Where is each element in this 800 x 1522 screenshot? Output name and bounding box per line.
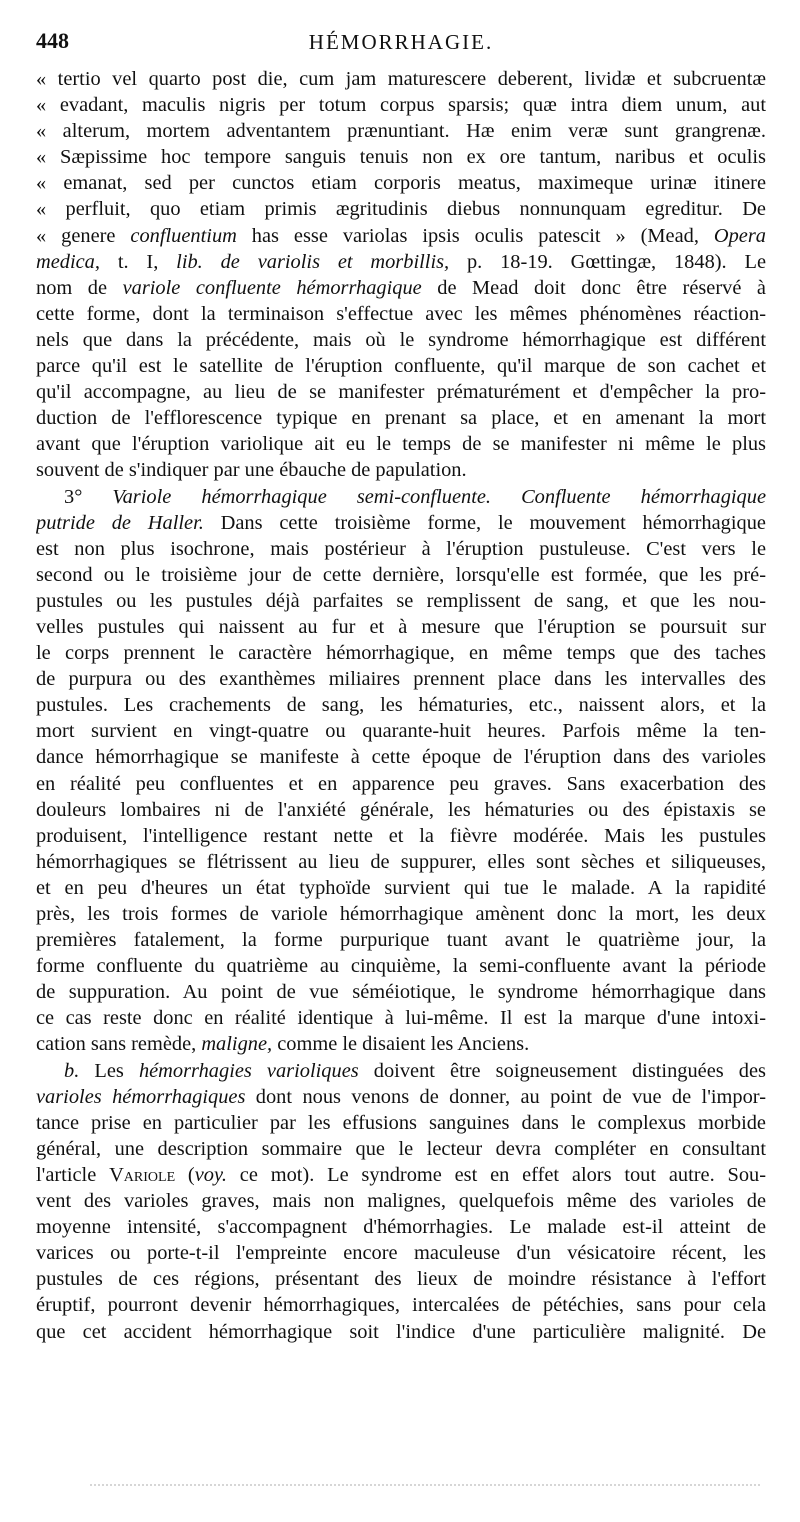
text-line xyxy=(36,249,766,275)
text-run: second ou le troisième jour de cette dernière, lorsqu'elle est formée, que les pré- xyxy=(36,563,766,586)
text-line xyxy=(36,797,766,823)
italic-text: b. xyxy=(64,1059,80,1082)
text-line xyxy=(36,1214,766,1240)
text-run: est non plus isochrone, mais postérieur à l'éruption pustuleuse. C'est vers le xyxy=(36,537,766,560)
text-line xyxy=(36,1031,766,1057)
text-line xyxy=(36,170,766,196)
text-line xyxy=(36,1292,766,1318)
text-line xyxy=(36,823,766,849)
text-run: « tertio vel quarto post die, cum jam maturescere deberent, lividæ et subcruentæ xyxy=(36,68,766,90)
italic-text: hémorrhagies varioliques xyxy=(138,1059,359,1082)
text-run: pustules. Les crachements de sang, les hématuries, etc., naissent alors, et la xyxy=(36,694,766,717)
text-run: « perfluit, quo etiam primis ægritudinis diebus nonnunquam egreditur. De xyxy=(36,198,766,221)
text-run: pustules de ces régions, présentant des lieux de moindre résistance à l'effort xyxy=(36,1268,766,1291)
text-run: p. 18-19. Gœttingæ, 1848). Le xyxy=(449,250,766,273)
text-line xyxy=(36,1240,766,1266)
italic-text: Variole hémorrhagique semi-confluente. Confluente hémorrhagique xyxy=(112,485,766,508)
text-line xyxy=(36,275,766,301)
text-line xyxy=(36,979,766,1005)
text-line xyxy=(36,692,766,718)
text-run: éruptif, pourront devenir hémorrhagiques, intercalées de pétéchies, sans pour cela xyxy=(36,1294,766,1317)
text-run: douleurs lombaires ni de l'anxiété générale, les hématuries ou des épistaxis se xyxy=(36,798,766,821)
text-run: cette forme, dont la terminaison s'effectue avec les mêmes phénomènes réaction- xyxy=(36,302,766,325)
text-run: en réalité peu confluentes et en apparence peu graves. Sans exacerbation des xyxy=(36,772,766,795)
bottom-scan-artifact xyxy=(90,1484,760,1490)
text-line xyxy=(36,1188,766,1214)
text-run: le corps prennent le caractère hémorrhagique, en même temps que des taches xyxy=(36,642,766,665)
text-run: comme le disaient les Anciens. xyxy=(272,1033,530,1056)
text-run: et en peu d'heures un état typhoïde survient qui tue le malade. A la rapidité xyxy=(36,876,766,899)
text-run: doivent être soigneusement distinguées des xyxy=(358,1059,766,1082)
text-run: mort survient en vingt-quatre ou quarante-huit heures. Parfois même la ten- xyxy=(36,720,766,743)
text-run: varices ou porte-t-il l'empreinte encore maculeuse d'un vésicatoire récent, les xyxy=(36,1242,766,1265)
text-run: nels que dans la précédente, mais où le syndrome hémorrhagique est différent xyxy=(36,328,766,351)
text-line xyxy=(36,1319,766,1345)
text-run: cation sans remède, xyxy=(36,1033,202,1056)
text-run: dance hémorrhagique se manifeste à cette époque de l'éruption dans des varioles xyxy=(36,746,766,769)
text-line xyxy=(36,301,766,327)
italic-text: voy. xyxy=(194,1163,228,1186)
text-line xyxy=(36,457,766,483)
text-line xyxy=(36,118,766,144)
italic-text: putride de Haller. xyxy=(36,511,204,534)
text-line xyxy=(36,562,766,588)
text-line xyxy=(36,66,766,92)
text-line xyxy=(36,849,766,875)
text-run: parce qu'il est le satellite de l'éruption confluente, qu'il marque de son cachet et xyxy=(36,355,766,378)
small-caps-text: Variole xyxy=(109,1163,176,1186)
text-run: « emanat, sed per cunctos etiam corporis meatus, maximeque urinæ itinere xyxy=(36,172,766,195)
text-line xyxy=(36,666,766,692)
text-run: que cet accident hémorrhagique soit l'indice d'une particulière malignité. De xyxy=(36,1320,766,1343)
text-run: hémorrhagiques se flétrissent au lieu de suppurer, elles sont sèches et siliqueuses, xyxy=(36,850,766,873)
text-line xyxy=(36,1162,766,1188)
text-line xyxy=(36,327,766,353)
text-run: « Sæpissime hoc tempore sanguis tenuis non ex ore tantum, naribus et oculis xyxy=(36,146,766,169)
text-line xyxy=(36,614,766,640)
italic-text: medica, xyxy=(36,250,100,273)
text-line xyxy=(36,431,766,457)
text-run: de Mead doit donc être réservé à xyxy=(421,276,766,299)
text-run: moyenne intensité, s'accompagnent d'hémorrhagies. Le malade est-il atteint de xyxy=(36,1216,766,1239)
italic-text: Opera xyxy=(713,224,766,247)
page-number: 448 xyxy=(36,28,69,53)
text-line xyxy=(36,771,766,797)
text-line xyxy=(36,1136,766,1162)
text-line xyxy=(36,484,766,510)
text-run: Dans cette troisième forme, le mouvement hémorrhagique xyxy=(203,511,766,534)
text-run: 3° xyxy=(64,485,113,508)
running-title: HÉMORRHAGIE. xyxy=(308,30,494,54)
text-run: dont nous venons de donner, au point de vue de l'impor- xyxy=(245,1085,766,1108)
text-line xyxy=(36,640,766,666)
text-run: has esse variolas ipsis oculis patescit » (Mead, xyxy=(236,224,714,247)
text-line xyxy=(36,927,766,953)
text-run: forme confluente du quatrième au cinquième, la semi-confluente avant la période xyxy=(36,955,766,978)
text-line xyxy=(36,379,766,405)
text-line xyxy=(36,405,766,431)
text-run: général, une description sommaire que le lecteur devra compléter en consultant xyxy=(36,1137,766,1160)
text-line xyxy=(36,718,766,744)
text-line xyxy=(36,353,766,379)
text-run: avant que l'éruption variolique ait eu le temps de se manifester ni même le plus xyxy=(36,433,766,456)
text-run: près, les trois formes de variole hémorrhagique amènent donc la mort, les deux xyxy=(36,903,766,925)
text-run: ( xyxy=(175,1163,195,1186)
text-run: souvent de s'indiquer par une ébauche de papulation. xyxy=(36,459,467,482)
text-run: l'article xyxy=(36,1163,110,1186)
text-run: duction de l'efflorescence typique en prenant sa place, et en amenant la mort xyxy=(36,407,766,430)
text-run: « genere xyxy=(36,224,131,247)
text-run: « alterum, mortem adventantem prænuntiant. Hæ enim veræ sunt grangrenæ. xyxy=(36,120,766,143)
text-line xyxy=(36,1005,766,1031)
italic-text: maligne, xyxy=(201,1033,273,1056)
text-line xyxy=(36,588,766,614)
text-line xyxy=(36,901,766,927)
text-run: premières fatalement, la forme purpurique tuant avant le quatrième jour, la xyxy=(36,929,766,952)
text-run: velles pustules qui naissent au fur et à mesure que l'éruption se poursuit sur xyxy=(36,615,766,638)
text-run: pustules ou les pustules déjà parfaites se remplissent de sang, et que les nou- xyxy=(36,589,766,612)
text-line xyxy=(36,144,766,170)
text-run: ce cas reste donc en réalité identique à lui-même. Il est la marque d'une intoxi- xyxy=(36,1007,766,1030)
text-run: nom de xyxy=(36,276,123,299)
text-run: de suppuration. Au point de vue séméiotique, le syndrome hémorrhagique dans xyxy=(36,981,766,1004)
text-line xyxy=(36,536,766,562)
text-line xyxy=(36,744,766,770)
text-run: vent des varioles graves, mais non malignes, quelquefois même des varioles de xyxy=(36,1190,766,1213)
text-run: ce mot). Le syndrome est en effet alors tout autre. Sou- xyxy=(227,1163,766,1186)
text-run: qu'il accompagne, au lieu de se manifester prématurément et d'empêcher la pro- xyxy=(36,381,766,404)
page-header xyxy=(36,28,766,62)
text-line xyxy=(36,1266,766,1292)
body-text xyxy=(36,66,766,1345)
italic-text: varioles hémorrhagiques xyxy=(36,1085,246,1108)
text-line xyxy=(36,510,766,536)
text-line xyxy=(36,1110,766,1136)
text-run: t. I, xyxy=(99,250,177,273)
text-line xyxy=(36,196,766,222)
italic-text: lib. de variolis et morbillis, xyxy=(176,250,450,273)
text-run: « evadant, maculis nigris per totum corpus sparsis; quæ intra diem unum, aut xyxy=(36,94,766,117)
text-line xyxy=(36,875,766,901)
italic-text: confluentium xyxy=(130,224,237,247)
italic-text: variole confluente hémorrhagique xyxy=(122,276,422,299)
text-line xyxy=(36,1084,766,1110)
text-line xyxy=(36,953,766,979)
text-run: produisent, l'intelligence restant nette et la fièvre modérée. Mais les pustules xyxy=(36,824,766,847)
text-run: tance prise en particulier par les effusions sanguines dans le complexus morbide xyxy=(36,1111,766,1134)
text-line xyxy=(36,92,766,118)
text-run: de purpura ou des exanthèmes miliaires prennent place dans les intervalles des xyxy=(36,668,766,691)
text-line xyxy=(36,223,766,249)
text-run: Les xyxy=(79,1059,139,1082)
text-line xyxy=(36,1058,766,1084)
